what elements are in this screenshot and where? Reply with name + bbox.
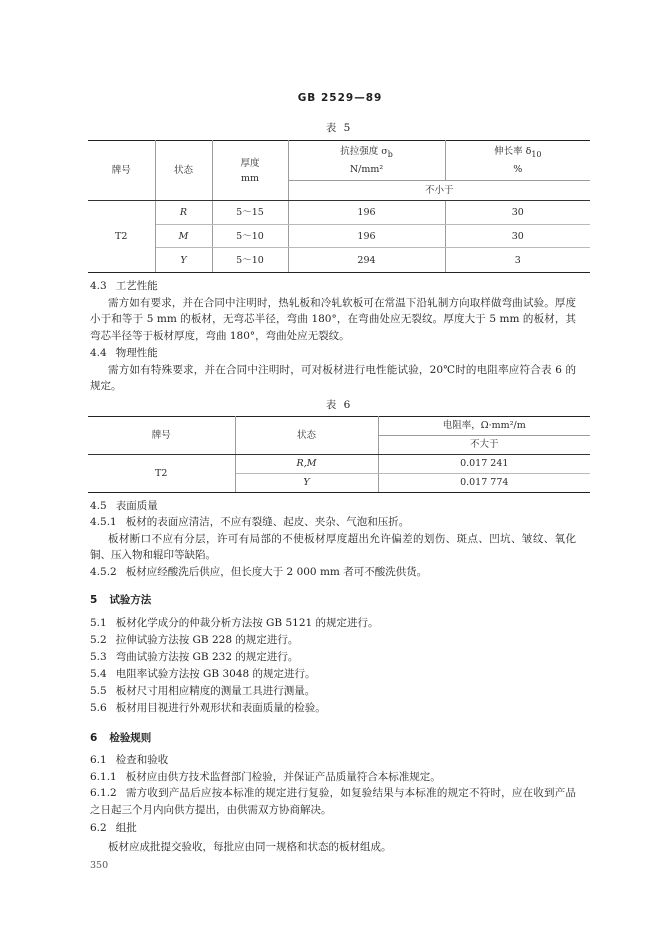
table-5 xyxy=(88,140,590,273)
section-6-2-text: 板材应成批提交验收，每批应由同一规格和状态的板材组成。 xyxy=(108,840,392,853)
list-item xyxy=(90,700,576,717)
clause-6-1-1 xyxy=(90,769,576,786)
section-6-heading xyxy=(90,730,576,747)
section-title: 组批 xyxy=(115,822,137,834)
clause-number: 5.4 xyxy=(90,667,107,680)
tensile-strength-subscript: b xyxy=(387,149,393,159)
grade-column-header: 牌号 xyxy=(88,416,235,454)
thickness-cell: 5～15 xyxy=(212,201,288,225)
section-number: 4.5 xyxy=(90,499,107,512)
minimum-note: 不小于 xyxy=(288,181,590,201)
list-item xyxy=(90,666,576,683)
elongation-column-header xyxy=(445,141,590,181)
clause-number: 5.2 xyxy=(90,633,107,646)
tensile-strength-cell: 196 xyxy=(288,225,445,248)
table-6 xyxy=(88,416,590,493)
clause-text: 板材应经酸洗后供应，但长度大于 2 000 mm 者可不酸洗供货。 xyxy=(125,565,428,578)
clause-text: 板材的表面应清洁，不应有裂缝、起皮、夹杂、气泡和压折。 xyxy=(125,516,410,528)
section-title: 检查和验收 xyxy=(115,754,169,766)
clause-text: 板材化学成分的仲裁分析方法按 GB 5121 的规定进行。 xyxy=(115,616,379,629)
thickness-cell: 5～10 xyxy=(212,225,288,248)
clause-text: 需方收到产品后应按本标准的规定进行复验，如复验结果与本标准的规定不符时，应在收到产品之日起三个月内向供方提出，由供需双方协商解决。 xyxy=(90,787,576,816)
clause-text: 电阻率试验方法按 GB 3048 的规定进行。 xyxy=(115,667,316,680)
thickness-cell: 5～10 xyxy=(212,248,288,273)
section-number: 6.1 xyxy=(90,754,107,766)
table-row xyxy=(88,454,590,473)
temper-cell: R,M xyxy=(235,454,378,473)
grade-cell: T2 xyxy=(88,454,235,492)
resistivity-column-header: 电阻率，Ω·mm²/m xyxy=(378,416,590,435)
section-number: 4.4 xyxy=(90,347,107,359)
tensile-strength-cell: 196 xyxy=(288,201,445,225)
section-5-list xyxy=(90,615,576,717)
temper-cell: M xyxy=(155,225,212,248)
section-6-2-heading xyxy=(90,820,576,837)
list-item xyxy=(90,683,576,700)
section-number: 6 xyxy=(90,731,98,744)
section-4-4-text: 需方如有特殊要求，并在合同中注明时，可对板材进行电性能试验，20℃时的电阻率应符合表 6 的规定。 xyxy=(90,363,576,392)
clause-number: 5.3 xyxy=(90,650,107,663)
clause-text: 板材应由供方技术监督部门检验，并保证产品质量符合本标准规定。 xyxy=(125,770,441,783)
section-number: 6.2 xyxy=(90,822,107,834)
elongation-cell: 30 xyxy=(445,201,590,225)
section-title: 工艺性能 xyxy=(115,280,158,292)
thickness-label: 厚度 xyxy=(240,157,260,169)
tensile-strength-unit: N/mm² xyxy=(349,163,384,175)
grade-cell: T2 xyxy=(88,201,155,273)
table-5-caption: 表 5 xyxy=(325,122,353,134)
list-item xyxy=(90,615,576,632)
clause-6-1-2 xyxy=(90,785,576,818)
page-content xyxy=(90,91,576,874)
temper-cell: R xyxy=(155,201,212,225)
grade-column-header: 牌号 xyxy=(88,141,155,201)
resistivity-cell: 0.017 774 xyxy=(378,473,590,492)
section-4-4-heading xyxy=(90,345,576,362)
temper-column-header: 状态 xyxy=(235,416,378,454)
section-4-3-heading xyxy=(90,278,576,295)
temper-column-header: 状态 xyxy=(155,141,212,201)
tensile-strength-cell: 294 xyxy=(288,248,445,273)
temper-cell: Y xyxy=(155,248,212,273)
section-title: 表面质量 xyxy=(115,499,158,512)
clause-number: 5.1 xyxy=(90,616,107,629)
table-5-header-row xyxy=(88,141,590,181)
clause-4-5-2 xyxy=(90,564,576,581)
maximum-note: 不大于 xyxy=(378,435,590,454)
clause-number: 4.5.2 xyxy=(90,565,117,578)
clause-text: 板材用目视进行外观形状和表面质量的检验。 xyxy=(115,701,326,714)
elongation-cell: 30 xyxy=(445,225,590,248)
elongation-subscript: 10 xyxy=(531,149,542,159)
elongation-label: 伸长率 δ xyxy=(494,146,532,158)
section-4-3-text: 需方如有要求，并在合同中注明时，热轧板和冷轧软板可在常温下沿轧制方向取样做弯曲试验。厚度小于和等于 5 mm 的板材，无弯芯半径，弯曲 180°，在弯曲处应无裂纹。厚度大于 5 mm 的板材，其弯芯半径等于板材厚度，弯曲 180°，弯曲处应无裂纹。 xyxy=(90,296,576,342)
clause-4-5-1-paragraph: 板材断口不应有分层，许可有局部的不使板材厚度超出允许偏差的划伤、斑点、凹坑、皱纹、氧化铜、压入物和辊印等缺陷。 xyxy=(90,532,576,561)
list-item xyxy=(90,649,576,666)
clause-text: 拉伸试验方法按 GB 228 的规定进行。 xyxy=(115,633,299,646)
section-5-heading xyxy=(90,592,576,609)
section-number: 5 xyxy=(90,594,98,606)
clause-number: 5.5 xyxy=(90,684,107,697)
table-row xyxy=(88,225,590,248)
page-number: 350 xyxy=(90,860,109,871)
section-number: 4.3 xyxy=(90,280,107,292)
elongation-unit: % xyxy=(513,163,523,175)
section-4-5-heading xyxy=(90,498,576,515)
clause-text: 弯曲试验方法按 GB 232 的规定进行。 xyxy=(115,650,299,663)
tensile-strength-column-header xyxy=(288,141,445,181)
table-6-caption: 表 6 xyxy=(325,398,353,411)
section-6-1-heading xyxy=(90,752,576,769)
resistivity-cell: 0.017 241 xyxy=(378,454,590,473)
section-title: 物理性能 xyxy=(115,347,158,359)
section-title: 检验规则 xyxy=(109,731,152,744)
clause-4-5-1 xyxy=(90,514,576,531)
thickness-unit: mm xyxy=(240,172,260,184)
table-row xyxy=(88,201,590,225)
elongation-cell: 3 xyxy=(445,248,590,273)
thickness-column-header xyxy=(212,141,288,201)
standard-number-header: GB 2529—89 xyxy=(297,92,383,104)
clause-number: 5.6 xyxy=(90,701,107,714)
list-item xyxy=(90,632,576,649)
tensile-strength-label: 抗拉强度 σ xyxy=(340,146,388,158)
table-6-header-row xyxy=(88,416,590,435)
section-title: 试验方法 xyxy=(109,594,152,606)
clause-number: 6.1.2 xyxy=(90,787,117,799)
clause-number: 4.5.1 xyxy=(90,516,117,528)
temper-cell: Y xyxy=(235,473,378,492)
clause-text: 板材尺寸用相应精度的测量工具进行测量。 xyxy=(115,684,316,697)
clause-number: 6.1.1 xyxy=(90,770,117,783)
table-row xyxy=(88,248,590,273)
